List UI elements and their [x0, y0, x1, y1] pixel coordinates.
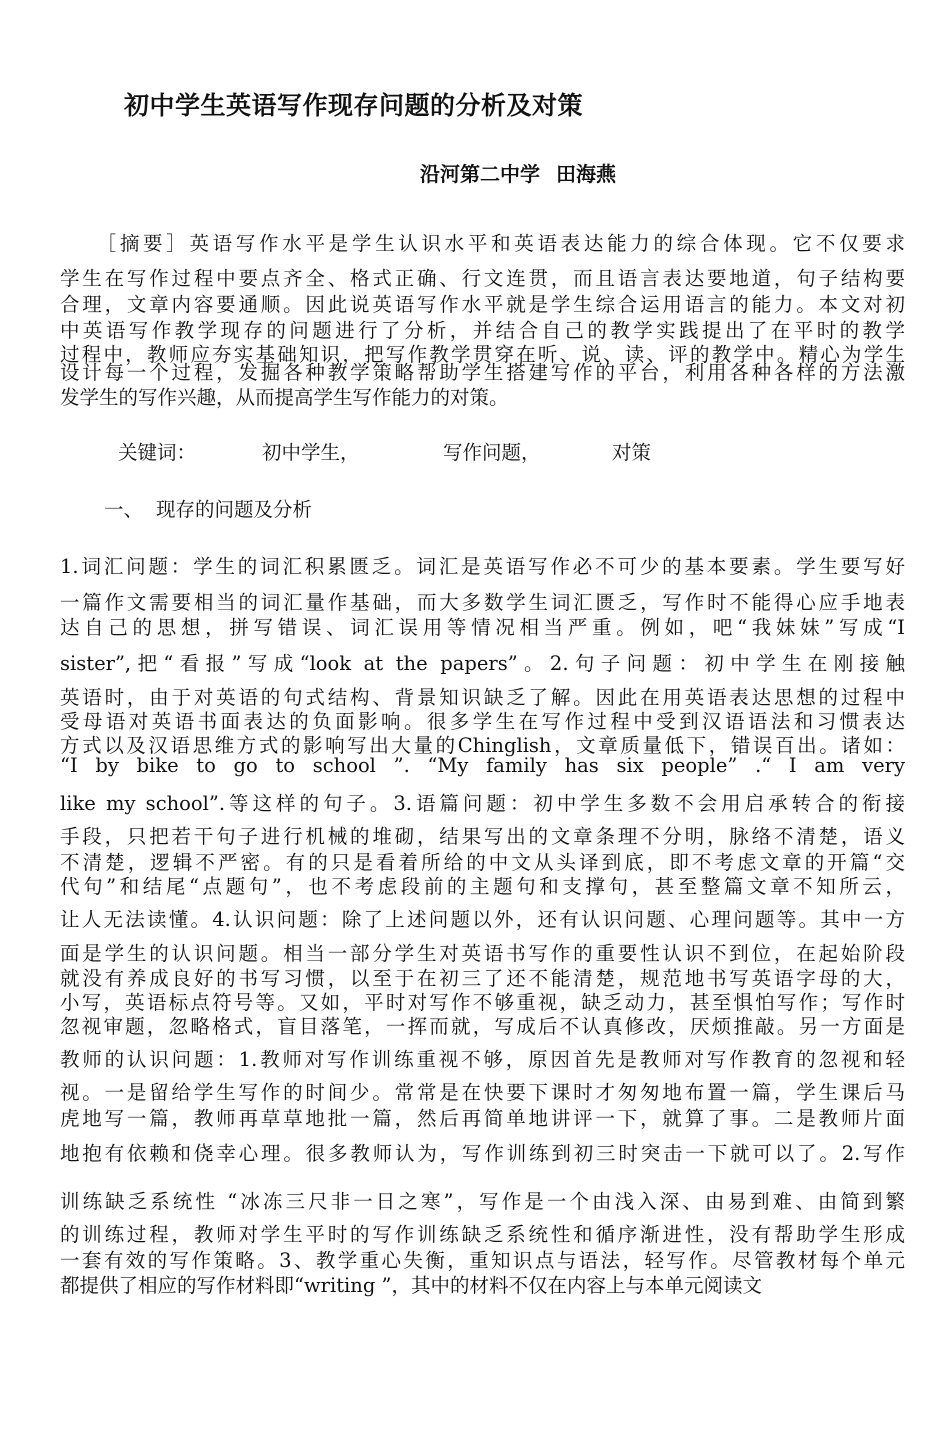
section-title: 现存的问题及分析 [156, 498, 313, 521]
body-line: 一篇作文需要相当的词汇量作基础，而大多数学生词汇匮乏，写作时不能得心应手地表 [60, 591, 905, 614]
body-line: 达自己的思想，拼写错误、词汇误用等情况相当严重。例如，吧“我妹妹”写成“I [60, 616, 905, 639]
body-line: 一套有效的写作策略。3、教学重心失衡，重知识点与语法，轻写作。尽管教材每个单元 [60, 1249, 905, 1272]
body-line: like my school”.等这样的句子。3.语篇问题：初中学生多数不会用启承转合的衔接 [60, 792, 905, 815]
body-line: 不清楚，逻辑不严密。有的只是看着所给的中文从头译到底，即不考虑文章的开篇“交 [60, 851, 905, 874]
body-line: 面是学生的认识问题。相当一部分学生对英语书写作的重要性认识不到位，在起始阶段 [60, 942, 905, 965]
keywords-label: 关键词： [118, 441, 197, 464]
body-line: 训练缺乏系统性 “冰冻三尺非一日之寒”，写作是一个由浅入深、由易到难、由简到繁 [60, 1190, 905, 1213]
body-line: “I by bike to go to school ”. “My family has six people” .“ I am very [60, 754, 905, 777]
abstract-line: 发学生的写作兴趣，从而提高学生写作能力的对策。 [60, 386, 509, 409]
body-line: 都提供了相应的写作材料即“writing ”，其中的材料不仅在内容上与本单元阅读文 [60, 1274, 763, 1297]
body-line: 小写，英语标点符号等。又如，平时对写作不够重视，缺乏动力，甚至惧怕写作；写作时 [60, 991, 905, 1014]
document-title: 初中学生英语写作现存问题的分析及对策 [124, 91, 584, 120]
body-line: 视。一是留给学生写作的时间少。常常是在快要下课时才匆匆地布置一篇，学生课后马 [60, 1081, 905, 1104]
body-line: 英语时，由于对英语的句式结构、背景知识缺乏了解。因此在用英语表达思想的过程中 [60, 686, 905, 709]
keyword-item: 初中学生， [262, 441, 360, 464]
body-line: 让人无法读懂。4.认识问题：除了上述问题以外，还有认识问题、心理问题等。其中一方 [60, 908, 905, 931]
abstract-line: 过程中，教师应夯实基础知识，把写作教学贯穿在听、说、读、评的教学中。精心为学生 [60, 343, 905, 366]
author-line [420, 158, 616, 187]
abstract-line: 学生在写作过程中要点齐全、格式正确、行文连贯，而且语言表达要地道，句子结构要 [60, 267, 905, 290]
abstract-line: 合理，文章内容要通顺。因此说英语写作水平就是学生综合运用语言的能力。本文对初 [60, 293, 905, 316]
keyword-item: 写作问题， [443, 441, 541, 464]
body-line: 教师的认识问题：1.教师对写作训练重视不够，原因首先是教师对写作教育的忽视和轻 [60, 1048, 905, 1071]
body-line: 虎地写一篇，教师再草草地批一篇，然后再简单地讲评一下，就算了事。二是教师片面 [60, 1107, 905, 1130]
keyword-item: 对策 [612, 441, 652, 464]
body-line: 1.词汇问题：学生的词汇积累匮乏。词汇是英语写作必不可少的基本要素。学生要写好 [60, 555, 905, 578]
author-school: 沿河第二中学 [420, 162, 540, 186]
body-line: 代句”和结尾“点题句”，也不考虑段前的主题句和支撑句，甚至整篇文章不知所云， [60, 875, 905, 898]
body-line: 手段，只把若干句子进行机械的堆砌，结果写出的文章条理不分明，脉络不清楚，语义 [60, 825, 905, 848]
body-line: 忽视审题，忽略格式，盲目落笔，一挥而就，写成后不认真修改，厌烦推敲。另一方面是 [60, 1015, 905, 1038]
abstract-line: ［摘要］英语写作水平是学生认识水平和英语表达能力的综合体现。它不仅要求 [60, 232, 905, 255]
body-line: 就没有养成良好的书写习惯，以至于在初三了还不能清楚，规范地书写英语字母的大， [60, 967, 905, 990]
body-line: 的训练过程，教师对学生平时的写作训练缺乏系统性和循序渐进性，没有帮助学生形成 [60, 1223, 905, 1246]
section-heading [104, 494, 312, 522]
body-line: 地抱有依赖和侥幸心理。很多教师认为，写作训练到初三时突击一下就可以了。2.写作 [60, 1142, 905, 1165]
body-line: 受母语对英语书面表达的负面影响。很多学生在写作过程中受到汉语语法和习惯表达 [60, 710, 905, 733]
author-name: 田海燕 [556, 162, 616, 186]
abstract-line: 设计每一个过程，发掘各种教学策略帮助学生搭建写作的平台，利用各种各样的方法激 [60, 361, 905, 384]
section-number: 一、 [104, 498, 144, 521]
body-line: 方式以及汉语思维方式的影响写出大量的Chinglish，文章质量低下，错误百出。诸如： [60, 734, 905, 757]
body-line: sister”,把“看报”写成“look at the papers”。2.句子问题：初中学生在刚接触 [60, 652, 905, 675]
abstract-line: 中英语写作教学现存的问题进行了分析，并结合自己的教学实践提出了在平时的教学 [60, 319, 905, 342]
